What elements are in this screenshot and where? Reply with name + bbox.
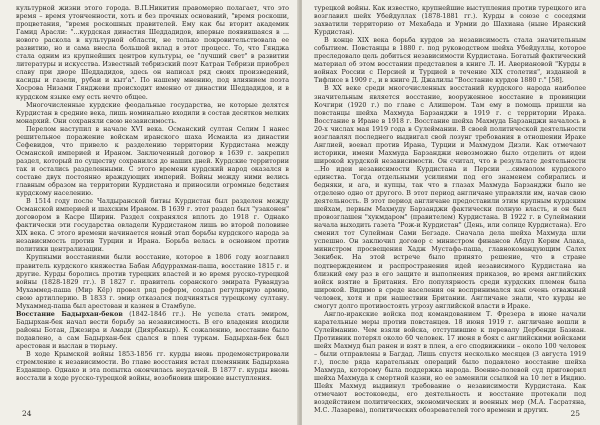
paragraph: В XX веке среди многочисленных восстаний курдского народа наиболее значительным является восстание, вооруженное восстание в провинции Кочгири (1920 г.) по главе с Алишером. Там ему в помощь пришли на повстанцы шейха Махмуда Барзанджи в 1919 г. с территории Ирака. Восстание в Иране в 1918 г. Восстание шейха Махмуда Барзанджи началось в 20-х числах мая 1919 года в Сулеймании. В своей политической деятельности возглавлял последнего выдвигал свой лозунг требования в отношении Ираке Англией, воевал против Ирана, Турции и Махмудом Дизли. Как отмечают историки, имени Махмуда Барзанджи невозможно было отделить от идеи широкой курдской независимости. Он считал, что в результате деятельности ...Но идеи независимости Курдистана и Персии ...символом курдского единства. Тогда отдельными усилиями под его знаменем собирались и бедняки, и ага, и купцы, так что в глазах Махмуда Барзанджи было не отделено одно от другого. В этот период англичане управляли им, начав свою деятельность. В этот период англичане предоставили этим крупным курдским шейхам, первым Махмуду Барзанджи фактически полную власть, и он был провозглашен "хукмдаром" (правителем) Курдистана. В 1922 г. в Сулеймании начала выходить газета "Рож-и Курдистан" (День, или солнце Курдистана). Его сменил тот Сулейман Сами Бегзаде. Сначала дела шейха Махмуда шли успешно. Он заключил договор с министром финансов Абдул Керим Алака, министром просвещения Хадж Мустафа-паша, главнокомандующим Салех Зекибек. На этой встрече было принято решение, что в стране подтверждением и распространения идей независимого Курдистана на близкий ему раз в его защите и выполнения приказов, во время английских войск взятие в Британия. Его популярность среди курдских племен была широкой. Видимо в среде населения он воспринимался как очень отважный человек, хотя и при нашествии Британии. Англичане знали, что курды не смогут долго противостоять угрозу английской власти в Ираке. <box>314 84 586 310</box>
paragraph: турецкой войны. Как известно, крупнейшие выступления против турецкого ига возглавил шейх Убейдуллах (1878-1881 гг.). Курды в союзе с соседями захватили территорию от Мехабада и Урмии до Шахиана (ныне Иранский Курдистан). <box>314 4 586 37</box>
paragraph: Многочисленные курдские феодальные государства, не которые делятся Курдистан в средние века, лишь номинально входили в состав десятков мелких монархий. Они сохраняли свою независимость. <box>16 100 289 125</box>
page-number-left: 24 <box>22 409 32 418</box>
right-page-text <box>314 4 586 414</box>
page-number-right: 25 <box>570 409 580 418</box>
paragraph: В 1514 году после Чалдыранской битвы Курдистан был разделен между Османской империей и шахским Ираном. В 1639 г. этот раздел был "узаконен" договором в Касре Ширин. Раздел сохранялся вплоть до 1918 г. Однако фактически эти государства овладели Курдистаном лишь во второй половине XIX века. С этого времени начинается новый этап борьбы курдского народа за независимость против Турции и Ирана. Борьба велась в основном против политики централизации. <box>16 197 289 254</box>
right-page <box>302 0 600 425</box>
left-page <box>0 0 299 425</box>
paragraph: В конце XIX века борьба курдов за независимость стала значительным событием. Повстанцы в 1880 г. под руководством шейха Убейдуллы, которое преследовало цель добиться независимости Курдистана. Богатый фактический материал об этом восстании представлен в книге Л. И. Авериановой "Курды в войнах России с Персией и Турцией в течение XIX столетия", изданной в Тифлисе в 1909 г., и в книге Д. Джалилы "Восстание курдов 1880 г." [58]. <box>314 36 586 85</box>
paragraph: Перелом наступил в начале XVI века. Османский султан Селим I нанес решительное поражение войскам иранского шаха Исмаила из династии Сефевидов, что привело к разделению территории Курдистана между Османской империей и Ираном. Заключенный договор в 1639 г. закрепил раздел, который по существу сохранился до наших дней. Курдские территории так и остались разделенными. С этого времени курдский народ оказался в составе двух постоянно враждующих империй. Войны между ними велись главным образом на территории Курдистана и приносили огромные бедствия курдскому населению. <box>16 124 289 198</box>
paragraph: Восстание Бадырхан-беков (1842-1846 гг.). Не успела стать эмиром, Бадырхан-бек начал вести борьбу за независимость. В его владения входили районы Ботан, Джезира и Амади (Диярбакыр). К сожалению, восстание было подавлено, а сам Бадырхан-бек сдался в плен туркам. Бадырхан-бек был арестован и выслан в тюрьму. <box>16 309 289 350</box>
paragraph: Крупными восстаниями были восстание, которое в 1806 году возглавил правитель курдского княжества Бабан Абдуррахман-паша, восстание 1815 г. и другие. Курды боролись против турецких властей и во время русско-турецкой войны (1828-1829 гг.). В 1827 г. правитель соранского эмирата Рувандуза Мухаммед-паша (Мир Кёр) провел ряд реформ, создал регулярную армию, свою артиллерию. В 1833 г. эмир отказался подчиняться турецкому султану. Мухаммед-паша был арестован и казнен в Стамбуле. <box>16 253 289 310</box>
paragraph: В ходе Крымской войны 1853-1856 гг. курды вновь продемонстрировали стремление к независимости. Во главе восстания встал племянник Бадырхана Езданшер. Однако и эта попытка окончилась неудачей. В 1877 г. курды вновь восстали в ходе русско-турецкой войны, возобновив широкие выступления. <box>16 350 289 383</box>
paragraph: культурной жизни этого города. В.П.Никитин правомерно полагает, что это время – время утонченности, хоть и без прочных оснований, "время роскоши, процветания, "время роскошных правителей. Ему как бы вторит академик Гамид Арасли: "...курдская династия Шеддадидов, впервые появившаяся в ... нового раскола в культурной области, не только покровительствовала ее развитию, но и сама внесла большой вклад в этот процесс. То, что Гянджа стала одним из крупнейших центров культуры, ее "лучший свет" в развитии литературы и искусства. Известный тебризский поэт Катран Тебризи приобрел славу при дворе Шеддадидов, здесь он написал ряд своих произведений, касиды и газели, рубаи и кыт'а". По нашему мнению, под влиянием поэта Хосрова Низами Гянджеви происходит именно от династии Шеддадидов, и в курдском языке ему есть нечто общее. <box>16 4 289 101</box>
paragraph: Англо-иракские войска под командованием Т. Фрезера в июне начали карательные меры против повстанцев. 18 июня 1919 г. англичане вошли в Сулейманию. Чем взяли войска, отступившие к перевалу Дербенди Базиан. Противник потерял около 60 человек. 17 июня в боях с английскими войсками шейх Махмуд был ранен и взят в плен, а его сподвижники – около 100 человек – были отправлены в Багдад. Лишь спустя несколько месяцев (3 августа 1919 г.), после ряда карательных операций было подавлено восстание шейха Махмуда, которому была поддержка народа. Военно-полевой суд приговорил шейха Махмуда к смертной казни, но ее заменили ссылкой на 10 лет в Индию. Шейх Махмуд выдвинул требование о независимости Курдистана. Как отмечают востоковеды, его деятельность и восстание протекали под воздействием политических, экономических и военных мер (М.А. Гасратяна, М.С. Лазарева), политических обозревателей того времени и других. <box>314 309 586 415</box>
left-page-text <box>16 4 289 382</box>
